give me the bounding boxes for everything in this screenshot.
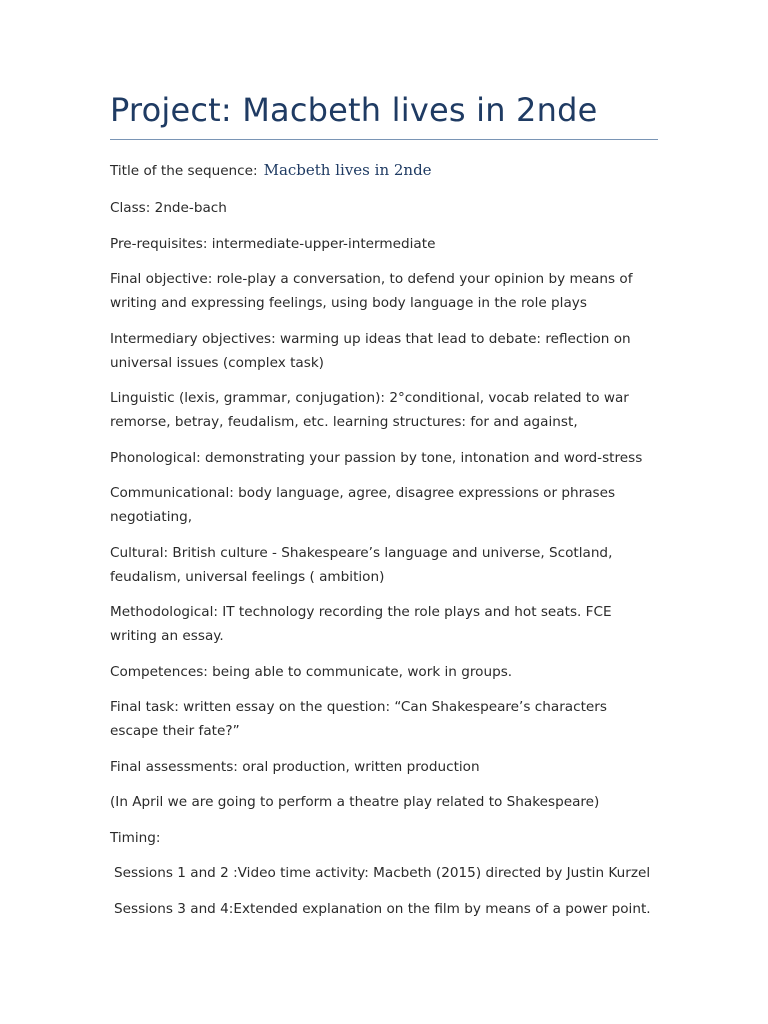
title-divider [110, 139, 658, 140]
prerequisites-paragraph: Pre-requisites: intermediate-upper-intermediate [110, 235, 436, 252]
timing-heading: Timing: [110, 829, 161, 846]
communicational-paragraph: Communicational: body language, agree, disagree expressions or phrases negotiating, [110, 485, 616, 525]
final-objective-paragraph: Final objective: role-play a conversation, to defend your opinion by means of writing and expressing feelings, using body language in the role plays [110, 271, 633, 311]
cultural-paragraph: Cultural: British culture - Shakespeare’s language and universe, Scotland, feudalism, universal feelings ( ambition) [110, 544, 613, 585]
final-task-paragraph: Final task: written essay on the question: “Can Shakespeare’s characters escape their fate?” [110, 699, 607, 739]
linguistic-paragraph: Linguistic (lexis, grammar, conjugation): 2°conditional, vocab related to war remorse, betray, feudalism, etc. learning structures: for and against, [110, 390, 629, 430]
sequence-title: Macbeth lives in 2nde [263, 161, 432, 179]
page-title: Project: Macbeth lives in 2nde [110, 91, 598, 129]
document-page [110, 88, 658, 932]
phonological-paragraph: Phonological: demonstrating your passion by tone, intonation and word-stress [110, 449, 643, 466]
session-item: Sessions 3 and 4:Extended explanation on the film by means of a power point. [114, 900, 651, 917]
theatre-note-paragraph: (In April we are going to perform a theatre play related to Shakespeare) [110, 794, 600, 810]
competences-paragraph: Competences: being able to communicate, work in groups. [110, 663, 513, 680]
intermediary-objectives-paragraph: Intermediary objectives: warming up ideas that lead to debate: reflection on universal issues (complex task) [110, 330, 631, 371]
methodological-paragraph: Methodological: IT technology recording the role plays and hot seats. FCE writing an essay. [110, 604, 612, 644]
final-assessments-paragraph: Final assessments: oral production, written production [110, 758, 480, 775]
class-paragraph: Class: 2nde-bach [110, 200, 227, 216]
session-item: Sessions 1 and 2 :Video time activity: Macbeth (2015) directed by Justin Kurzel [114, 865, 651, 881]
sequence-title-line [110, 158, 658, 183]
sequence-label: Title of the sequence: [110, 163, 258, 179]
